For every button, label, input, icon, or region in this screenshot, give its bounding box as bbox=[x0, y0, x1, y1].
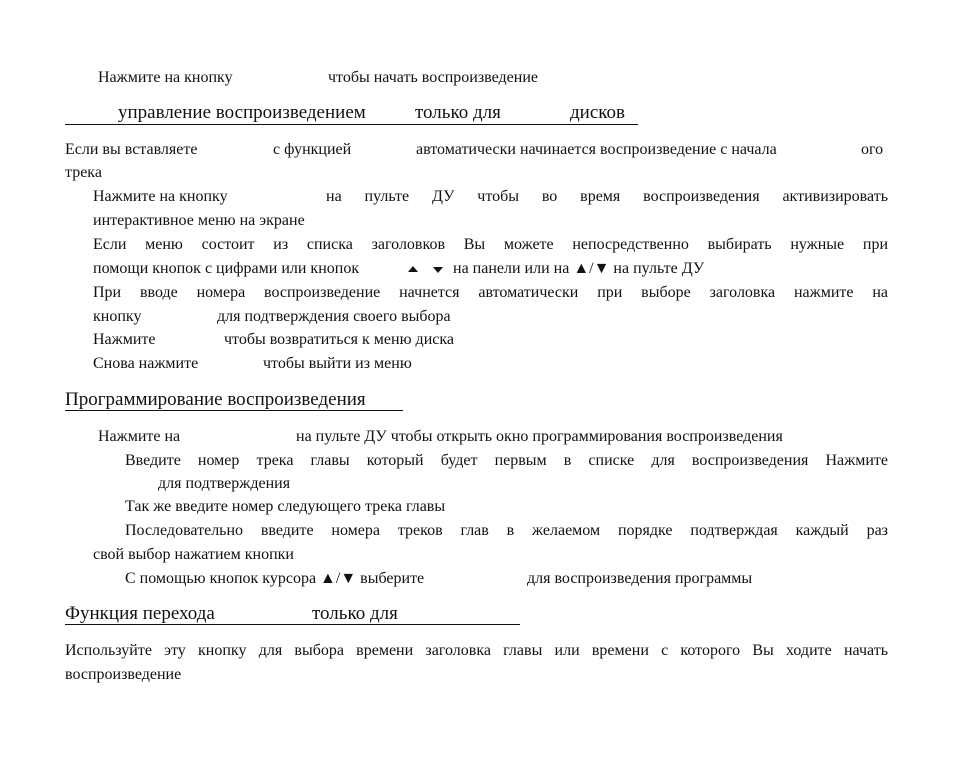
section1-heading-underline bbox=[65, 124, 638, 125]
s1-p3-line1: Если меню состоит из списка заголовков Вы можете непосредственно выбирать нужные при bbox=[93, 236, 888, 253]
s1-p5-a: Нажмите bbox=[93, 331, 156, 348]
s1-p1-a: Если вы вставляете bbox=[65, 141, 198, 158]
section1-heading-b: только для bbox=[415, 102, 501, 123]
section2-heading: Программирование воспроизведения bbox=[65, 389, 366, 410]
s1-p2-b: на пульте ДУ чтобы во время воспроизведения активизировать bbox=[326, 188, 888, 205]
s2-p5-a: С помощью кнопок курсора ▲/▼ выберите bbox=[125, 570, 425, 587]
section1-heading-a: управление воспроизведением bbox=[118, 102, 366, 123]
s2-p3: Так же введите номер следующего трека главы bbox=[125, 498, 446, 515]
s3-p1-line1: Используйте эту кнопку для выбора времени заголовка главы или времени с которого Вы ходите начать bbox=[65, 642, 888, 659]
s2-p1-a: Нажмите на bbox=[98, 428, 181, 445]
up-down-arrows-icon bbox=[408, 265, 444, 275]
section3-heading-a: Функция перехода bbox=[65, 603, 215, 624]
section3-heading-b: только для bbox=[312, 603, 398, 624]
s1-p2-a: Нажмите на кнопку bbox=[93, 188, 228, 205]
s2-p2-line1: Введите номер трека главы который будет первым в списке для воспроизведения Нажмите bbox=[125, 452, 888, 469]
s2-p2-line2: для подтверждения bbox=[158, 475, 291, 492]
s2-p4-line2: свой выбор нажатием кнопки bbox=[93, 546, 294, 563]
s3-p1-line2: воспроизведение bbox=[65, 666, 182, 683]
s1-p4-line2-a: кнопку bbox=[93, 308, 142, 325]
s1-p6-b: чтобы выйти из меню bbox=[263, 355, 412, 372]
s2-p1-b: на пульте ДУ чтобы открыть окно программирования воспроизведения bbox=[296, 428, 783, 445]
s1-p1-line2: трека bbox=[65, 164, 102, 181]
intro-text-a: Нажмите на кнопку bbox=[98, 69, 233, 86]
s1-p5-b: чтобы возвратиться к меню диска bbox=[224, 331, 454, 348]
s1-p4-line2-b: для подтверждения своего выбора bbox=[217, 308, 451, 325]
section1-heading-c: дисков bbox=[570, 102, 626, 123]
section2-heading-underline bbox=[65, 410, 403, 411]
s1-p6-a: Снова нажмите bbox=[93, 355, 199, 372]
s1-p1-d: ого bbox=[861, 141, 884, 158]
s2-p5-b: для воспроизведения программы bbox=[527, 570, 753, 587]
s1-p4-line1: При вводе номера воспроизведение начнется автоматически при выборе заголовка нажмите на bbox=[93, 284, 888, 301]
s1-p3-line2-a: помощи кнопок с цифрами или кнопок bbox=[93, 260, 360, 277]
s2-p4-line1: Последовательно введите номера треков глав в желаемом порядке подтверждая каждый раз bbox=[125, 522, 888, 539]
s1-p2-line2: интерактивное меню на экране bbox=[93, 212, 305, 229]
s1-p1-b: с функцией bbox=[273, 141, 352, 158]
intro-text-b: чтобы начать воспроизведение bbox=[328, 69, 538, 86]
section3-heading-underline bbox=[65, 624, 520, 625]
s1-p3-line2-b: на панели или на ▲/▼ на пульте ДУ bbox=[453, 260, 705, 277]
s1-p1-c: автоматически начинается воспроизведение с начала bbox=[416, 141, 777, 158]
